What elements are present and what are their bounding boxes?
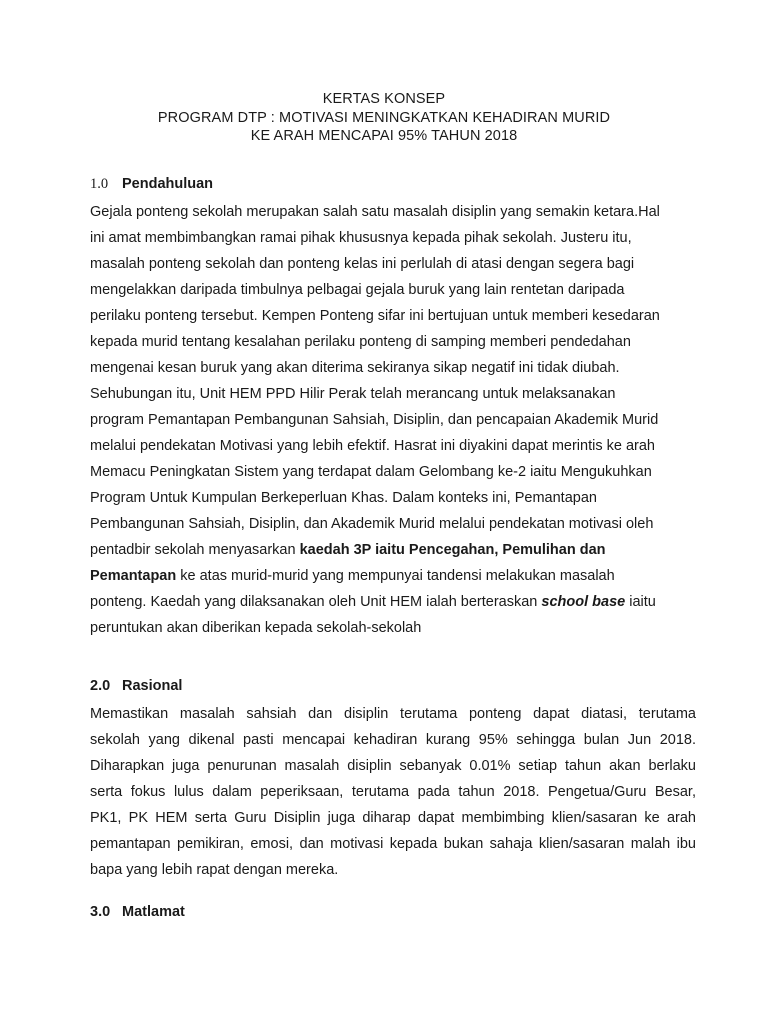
bold-text-run: kaedah 3P iaitu Pencegahan, Pemulihan dan bbox=[299, 542, 606, 558]
section-1-paragraph bbox=[90, 199, 696, 641]
section-3-number: 3.0 bbox=[90, 904, 111, 920]
paragraph-line: Gejala ponteng sekolah merupakan salah satu masalah disiplin yang semakin ketara.Hal bbox=[90, 204, 660, 220]
paragraph-line: ini amat membimbangkan ramai pihak khususnya kepada pihak sekolah. Justeru itu, bbox=[90, 230, 632, 246]
paragraph-line: Memastikan masalah sahsiah dan disiplin terutama ponteng dapat diatasi, terutama bbox=[90, 706, 696, 722]
paragraph-line: sekolah yang dikenal pasti mencapai kehadiran kurang 95% sehingga bulan Jun 2018. bbox=[90, 732, 696, 748]
bold-text-run: Pemantapan bbox=[90, 568, 177, 584]
text-run: ke atas murid-murid yang mempunyai tandensi melakukan masalah bbox=[176, 568, 615, 584]
paragraph-line: Pembangunan Sahsiah, Disiplin, dan Akademik Murid melalui pendekatan motivasi oleh bbox=[90, 516, 654, 532]
paragraph-line: mengelakkan daripada timbulnya pelbagai gejala buruk yang lain rentetan daripada bbox=[90, 282, 625, 298]
section-3-heading bbox=[90, 904, 185, 920]
paragraph-line: pemantapan pemikiran, emosi, dan motivasi kepada bukan sahaja klien/sasaran malah ibu bbox=[90, 836, 696, 852]
paragraph-line: perilaku ponteng tersebut. Kempen Ponteng sifar ini bertujuan untuk memberi kesedaran bbox=[90, 308, 660, 324]
paragraph-line: melalui pendekatan Motivasi yang lebih efektif. Hasrat ini diyakini dapat merintis ke arah bbox=[90, 438, 655, 454]
paragraph-line: masalah ponteng sekolah dan ponteng kelas ini perlulah di atasi dengan segera bagi bbox=[90, 256, 635, 272]
paragraph-line: kepada murid tentang kesalahan perilaku ponteng di samping memberi pendedahan bbox=[90, 334, 631, 350]
doc-title-line-3: KE ARAH MENCAPAI 95% TAHUN 2018 bbox=[250, 128, 518, 144]
paragraph-line bbox=[90, 563, 696, 589]
section-1-heading bbox=[90, 176, 213, 193]
paragraph-line: mengenai kesan buruk yang akan diterima sekiranya sikap negatif ini tidak diubah. bbox=[90, 360, 620, 376]
text-run: ponteng. Kaedah yang dilaksanakan oleh Unit HEM ialah berteraskan bbox=[90, 594, 542, 610]
paragraph-line: peruntukan akan diberikan kepada sekolah-sekolah bbox=[90, 620, 422, 636]
paragraph-line: Memacu Peningkatan Sistem yang terdapat dalam Gelombang ke-2 iaitu Mengukuhkan bbox=[90, 464, 652, 480]
paragraph-line: serta fokus lulus dalam peperiksaan, terutama pada tahun 2018. Pengetua/Guru Besar, bbox=[90, 784, 696, 800]
paragraph-line: Program Untuk Kumpulan Berkeperluan Khas. Dalam konteks ini, Pemantapan bbox=[90, 490, 597, 506]
paragraph-line: Sehubungan itu, Unit HEM PPD Hilir Perak telah merancang untuk melaksanakan bbox=[90, 386, 616, 402]
text-run: pentadbir sekolah menyasarkan bbox=[90, 542, 300, 558]
section-1-number: 1.0 bbox=[90, 176, 109, 192]
paragraph-line: PK1, PK HEM serta Guru Disiplin juga diharap dapat membimbing klien/sasaran ke arah bbox=[90, 810, 696, 826]
paragraph-line: bapa yang lebih rapat dengan mereka. bbox=[90, 862, 339, 878]
section-3-title: Matlamat bbox=[122, 904, 185, 920]
doc-title-line-2: PROGRAM DTP : MOTIVASI MENINGKATKAN KEHADIRAN MURID bbox=[157, 110, 611, 126]
paragraph-line: program Pemantapan Pembangunan Sahsiah, Disiplin, dan pencapaian Akademik Murid bbox=[90, 412, 659, 428]
section-2-title: Rasional bbox=[122, 678, 183, 694]
paragraph-line: Diharapkan juga penurunan masalah disiplin sebanyak 0.01% setiap tahun akan berlaku bbox=[90, 758, 696, 774]
paragraph-line bbox=[90, 589, 696, 615]
section-2-number: 2.0 bbox=[90, 678, 111, 694]
doc-title-line-1: KERTAS KONSEP bbox=[322, 91, 446, 107]
bold-italic-text-run: school base bbox=[541, 594, 626, 610]
section-1-title: Pendahuluan bbox=[122, 176, 214, 192]
paragraph-line bbox=[90, 537, 696, 563]
text-run: iaitu bbox=[625, 594, 656, 610]
section-2-paragraph bbox=[90, 701, 696, 883]
section-2-heading bbox=[90, 678, 182, 694]
